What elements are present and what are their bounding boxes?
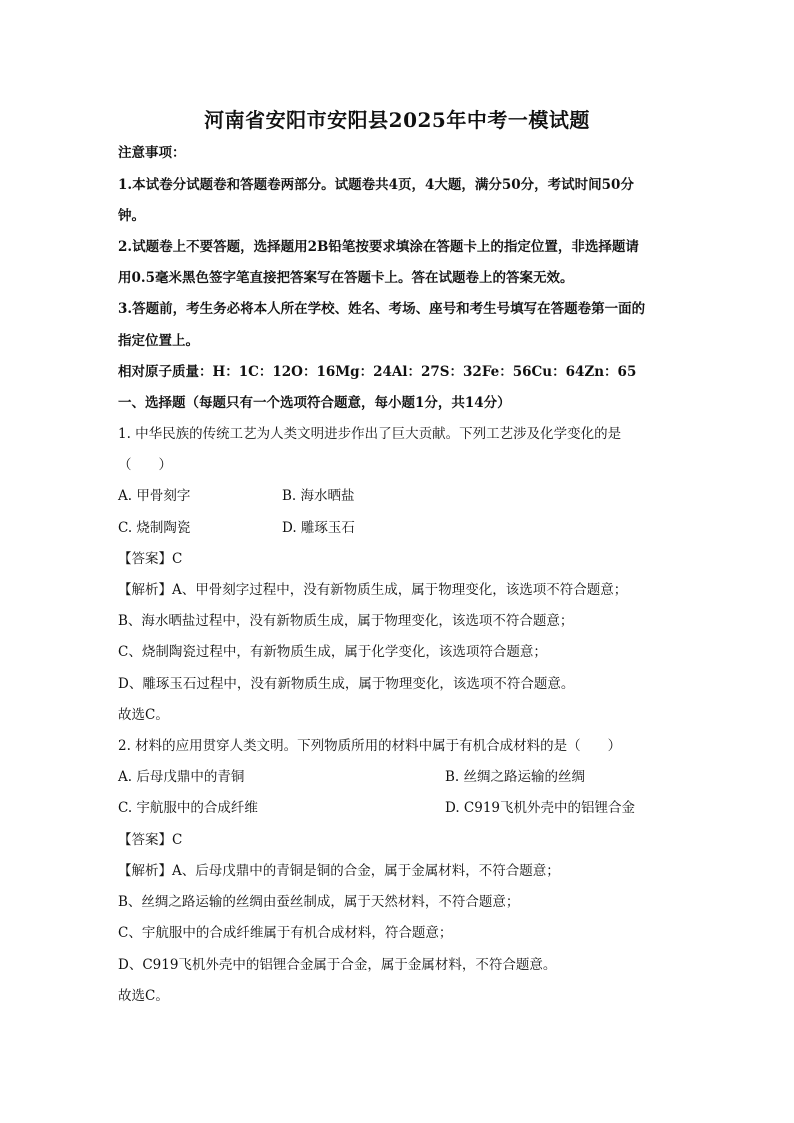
question-2-stem: 2. 材料的应用贯穿人类文明。下列物质所用的材料中属于有机合成材料的是（ ） (118, 738, 622, 754)
question-1-option-a: A. 甲骨刻字 (118, 488, 191, 504)
question-2-option-d: D. C919飞机外壳中的铝锂合金 (445, 800, 636, 816)
question-1-blank: （ ） (118, 457, 172, 473)
question-2-option-c: C. 宇航服中的合成纤维 (118, 800, 258, 816)
notice-item-3-line-1: 3.答题前，考生务必将本人所在学校、姓名、考场、座号和考生号填写在答题卷第一面的 (118, 301, 646, 317)
question-2-analysis-c: C、宇航服中的合成纤维属于有机合成材料，符合题意； (118, 925, 453, 941)
question-1-analysis-b: B、海水晒盐过程中，没有新物质生成，属于物理变化，该选项不符合题意； (118, 613, 574, 629)
question-1-analysis-a: 【解析】A、甲骨刻字过程中，没有新物质生成，属于物理变化，该选项不符合题意； (118, 582, 628, 598)
question-2-analysis-d: D、C919飞机外壳中的铝锂合金属于合金，属于金属材料，不符合题意。 (118, 957, 557, 973)
question-1-conclusion: 故选C。 (118, 707, 169, 723)
question-1-analysis-d: D、雕琢玉石过程中，没有新物质生成，属于物理变化，该选项不符合题意。 (118, 676, 575, 692)
question-2-option-a: A. 后母戊鼎中的青铜 (118, 769, 245, 785)
question-1-option-c: C. 烧制陶瓷 (118, 520, 191, 536)
section-1-heading: 一、选择题（每题只有一个选项符合题意，每小题1分，共14分） (118, 395, 511, 411)
atomic-mass-line: 相对原子质量：H：1C：12O：16Mg：24Al：27S：32Fe：56Cu：64Zn：65 (118, 364, 637, 380)
question-2-analysis-a: 【解析】A、后母戊鼎中的青铜是铜的合金，属于金属材料，不符合题意； (118, 863, 560, 879)
question-2-answer: 【答案】C (118, 832, 183, 848)
question-1-option-d: D. 雕琢玉石 (282, 520, 355, 536)
question-1-answer: 【答案】C (118, 551, 183, 567)
question-1-analysis-c: C、烧制陶瓷过程中，有新物质生成，属于化学变化，该选项符合题意； (118, 644, 547, 660)
question-2-conclusion: 故选C。 (118, 988, 169, 1004)
notice-item-2-line-1: 2.试题卷上不要答题，选择题用2B铅笔按要求填涂在答题卡上的指定位置，非选择题请 (118, 239, 639, 255)
question-2-option-b: B. 丝绸之路运输的丝绸 (445, 769, 586, 785)
notice-item-1-line-2: 钟。 (118, 208, 145, 224)
page-title: 河南省安阳市安阳县2025年中考一模试题 (204, 108, 590, 132)
question-1-option-b: B. 海水晒盐 (282, 488, 355, 504)
question-1-stem: 1. 中华民族的传统工艺为人类文明进步作出了巨大贡献。下列工艺涉及化学变化的是 (118, 426, 622, 442)
notice-item-1-line-1: 1.本试卷分试题卷和答题卷两部分。试题卷共4页，4大题，满分50分，考试时间50分 (118, 177, 634, 193)
notice-item-3-line-2: 指定位置上。 (118, 333, 199, 349)
notice-item-2-line-2: 用0.5毫米黑色签字笔直接把答案写在答题卡上。答在试题卷上的答案无效。 (118, 270, 574, 286)
question-2-analysis-b: B、丝绸之路运输的丝绸由蚕丝制成，属于天然材料，不符合题意； (118, 894, 520, 910)
notice-heading: 注意事项： (118, 145, 186, 161)
